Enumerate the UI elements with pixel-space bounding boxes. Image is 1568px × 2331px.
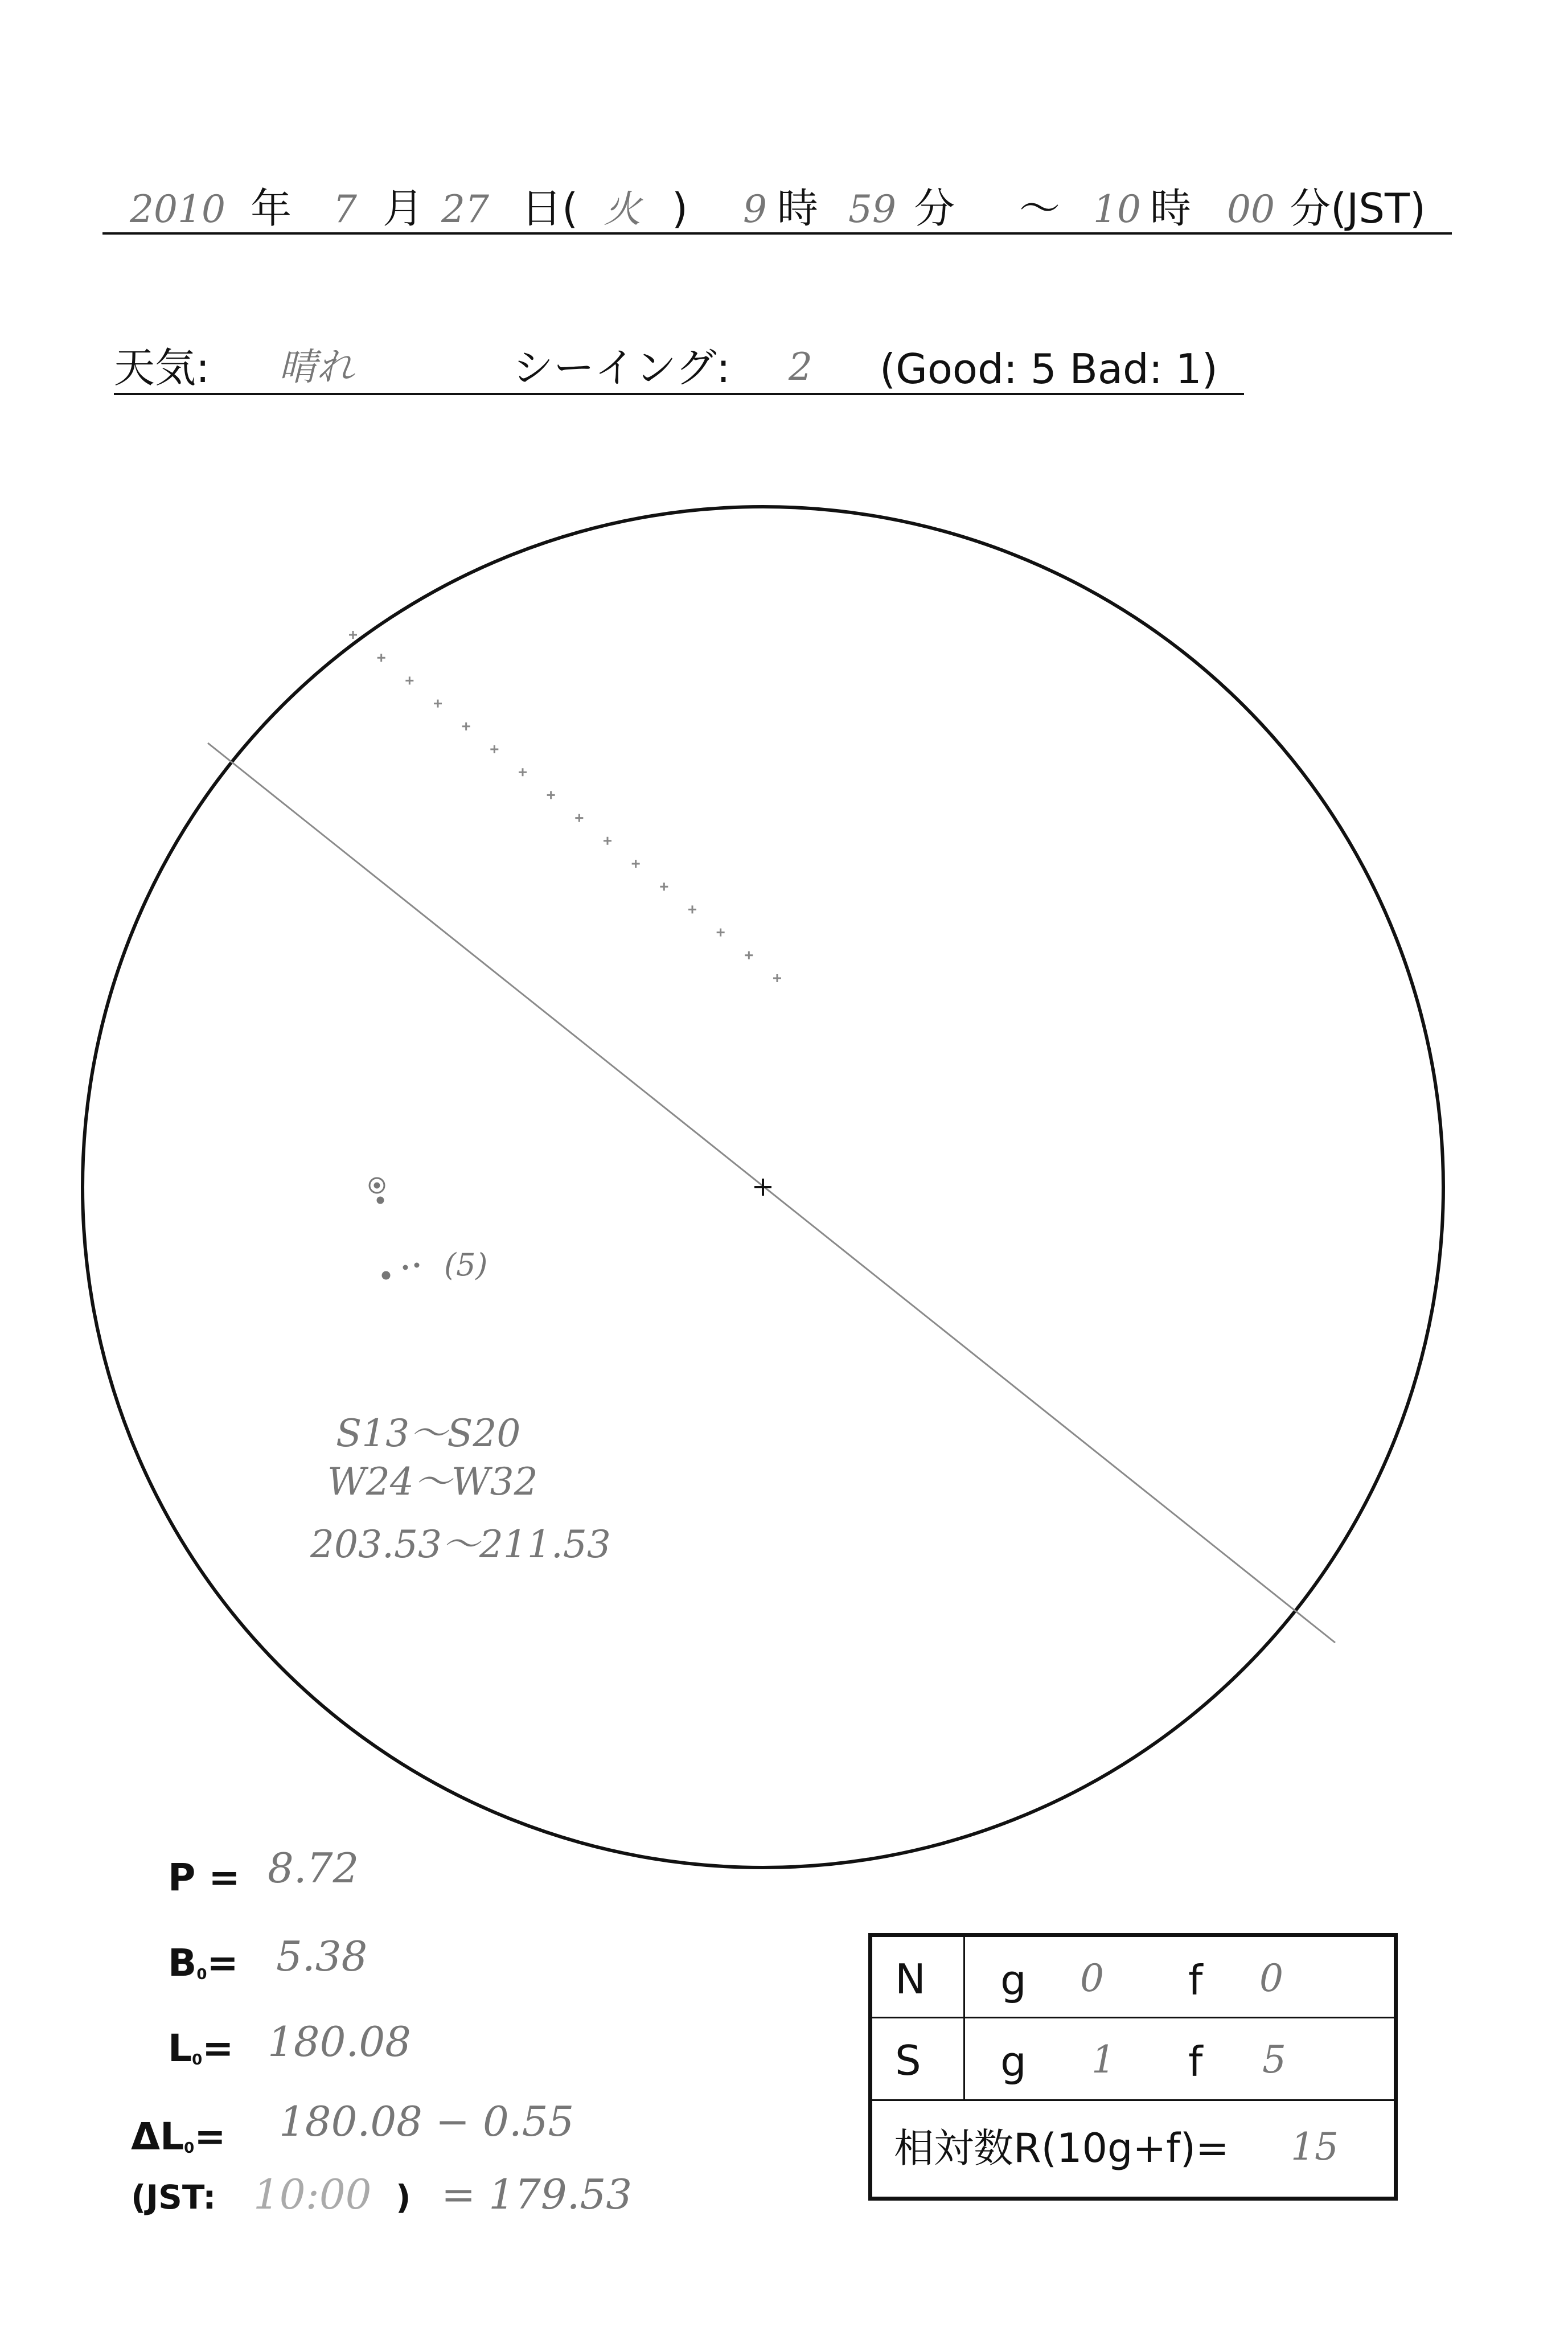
track-mark [434,700,442,708]
relative-number-label: 相対数R(10g+f)= [894,2125,1229,2172]
sunspot-dot-2 [415,1263,418,1267]
month-label: 月 [383,184,424,232]
end-hour-value: 10 [1093,187,1141,231]
south-row [872,2018,1394,2101]
end-min-value: 00 [1227,187,1275,231]
sunspot-umbra-2 [377,1197,383,1203]
p-angle-value: 8.72 [268,1844,359,1892]
jst-close: ) [396,2178,411,2217]
south-group-value: 1 [1091,2038,1115,2082]
track-mark [632,860,640,868]
south-spot-label: f [1188,2038,1203,2086]
track-mark [547,791,555,799]
jst-value: 10:00 [253,2170,372,2218]
start-min-value: 59 [848,187,896,231]
timezone-label: 分(JST) [1290,184,1426,232]
year-label: 年 [251,184,292,232]
track-mark [575,814,583,822]
weekday-value: 火 [604,187,641,231]
longitude-range: W24～W32 [327,1460,538,1504]
relative-number-value: 15 [1291,2125,1339,2169]
jst-label: (JST: [131,2178,216,2217]
b0-label: $B_0=$ [168,1941,239,1985]
start-hour-label: 時 [777,184,819,232]
day-value: 27 [441,187,489,231]
delta-l0-result: = 179.53 [441,2170,633,2218]
time-range-tilde: ～ [1019,184,1061,232]
track-mark [405,676,413,684]
l0-label: $L_0=$ [168,2026,234,2070]
north-row [872,1937,1394,2018]
track-mark [773,974,781,982]
b0-value: 5.38 [276,1932,368,1980]
south-group-label: g [1000,2038,1027,2086]
north-group-value: 0 [1080,1956,1104,2000]
p-angle-label: P = [168,1856,240,1899]
track-mark [349,631,357,639]
year-value: 2010 [130,187,225,231]
latitude-range: S13～S20 [336,1411,521,1455]
day-label: 日( [521,184,578,232]
track-mark [717,929,725,937]
sunspot-core-1 [375,1183,379,1188]
track-mark [490,745,498,753]
track-mark [688,905,696,913]
track-mark [519,768,527,776]
seeing-label: シーイング: [512,344,730,392]
weather-label: 天気: [114,344,210,392]
weekday-close: ) [672,184,688,232]
month-value: 7 [333,187,357,231]
weather-value: 晴れ [279,345,354,389]
sunspot-track-marks [349,631,781,982]
delta-l0-label: $\Delta L_0=$ [131,2115,226,2158]
track-mark [377,654,385,662]
seeing-scale: (Good: 5 Bad: 1) [880,345,1218,393]
relative-number-row [872,2101,1394,2197]
start-min-label: 分 [914,184,955,232]
l0-value: 180.08 [268,2018,411,2066]
south-label: S [895,2037,921,2084]
sunspot-group [370,1178,418,1279]
track-mark [660,883,668,890]
seeing-value: 2 [789,345,812,389]
end-hour-label: 時 [1150,184,1192,232]
north-spot-label: f [1188,1956,1203,2004]
south-spot-value: 5 [1262,2038,1286,2082]
north-spot-value: 0 [1259,1956,1283,2000]
north-label: N [895,1955,926,2003]
track-mark [604,837,611,845]
sunspot-umbra-3 [383,1272,389,1279]
sunspot-dot-1 [404,1266,407,1269]
spot-count-label: (5) [444,1247,488,1283]
carrington-range: 203.53～211.53 [310,1522,611,1566]
delta-l0-value: 180.08 − 0.55 [279,2098,574,2145]
track-mark [462,723,470,731]
track-mark [745,951,753,959]
start-hour-value: 9 [743,187,767,231]
sunspot-count-table [868,1933,1398,2201]
north-group-label: g [1000,1956,1027,2004]
table-column-divider [963,1937,965,2101]
